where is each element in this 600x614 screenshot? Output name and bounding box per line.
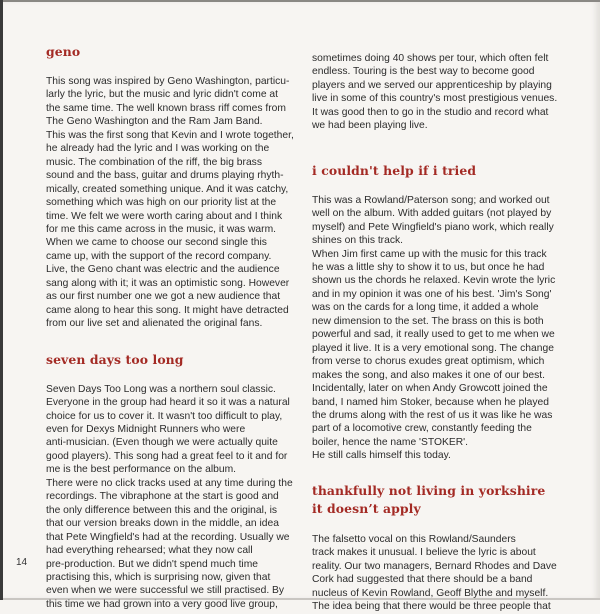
section-body-geno: This song was inspired by Geno Washington, particu- larly the lyric, but the music and lyric didn't come at the same time. The well known brass riff comes from The Geno Washington and the Ram Jam Band. This was the first song that Kevin and I wrote together, he already had the lyric and I was working on the music. The combination of the riff, the big brass sound and the bass, guitar and drums playing rhyth- mically, created something unique. And it was catchy, something which was high on our priority list at the time. We felt we were worth caring about and I think for me this came across in the music, it was warm. When we came to choose our second single this came up, with the support of the record company. Live, the Geno chant was electric and the audience sang along with it; it was an optimistic song. However as our first number one we got a new audience that came along to hear this song. It might have detracted from our live set and alienated the original fans. [46,76,294,330]
section-title-thankfully-not-living-in-yorkshire: thankfully not living in yorkshire it doesn’t apply [312,482,546,516]
left-column [46,44,308,611]
section-title-i-couldnt-help-if-i-tried: i couldn't help if i tried [312,162,477,178]
section-title-geno: geno [46,44,81,59]
continued-text: sometimes doing 40 shows per tour, which often felt endless. Touring is the best way to become good players and we served our apprenticeship by playing live in some of this country's most prestigious venues. It was good then to go in the studio and record what we had been playing live. [312,53,558,132]
section-body-seven-days-too-long: Seven Days Too Long was a northern soul classic. Everyone in the group had heard it so it was a natural choice for us to cover it. It wasn't too difficult to play, even for Dexys Midnight Runners who were anti-musician. (Even though we were actually quite good players). This song had a great feel to it and for me is the best performance on the album. There were no click tracks used at any time during the recordings. The vibraphone at the start is good and the only difference between this and the original, is that our version breaks down in the middle, an idea that Pete Wingfield's had at the recording. Usually we had everything rehearsed; what they now call pre-production. But we didn't spend much time practising this, which is surprising now, given that even when we were successful we still practised. By this time we had grown into a very good live group, [46,383,293,610]
right-column [312,52,574,614]
section-body-i-couldnt-help-if-i-tried: This was a Rowland/Paterson song; and worked out well on the album. With added guitars (not played by myself) and Pete Wingfield's piano work, which really shines on this track. When Jim first came up with the music for this track he was a little shy to show it to us, but once he had shown us the chords he relaxed. Kevin wrote the lyric and in my opinion it was one of his best. 'Jim's Song' was on the cards for a long time, it added a whole new dimension to the set. The brass on this is both powerful and sad, it really used to get to me when we played it live. It is a very emotional song. The change from verse to chorus exudes great optimism, which makes the song, and also makes it one of our best. Incidentally, later on when Andy Growcott joined the band, I named him Stoker, because when he played the drums along with the rest of us it was like he was part of a locomotive crew, constantly feeding the boiler, hence the name 'STOKER'. He still calls himself this today. [312,194,556,462]
page-number: 14 [16,557,28,568]
section-body-thankfully-not-living-in-yorkshire: The falsetto vocal on this Rowland/Saunders track makes it unusual. I believe the lyric is about reality. Our two managers, Bernard Rhodes and Dave Cork had suggested that there should be a band nucleus of Kevin Rowland, Geoff Blythe and myself. The idea being that there would be three people that [312,533,557,613]
section-title-seven-days-too-long: seven days too long [46,351,184,367]
